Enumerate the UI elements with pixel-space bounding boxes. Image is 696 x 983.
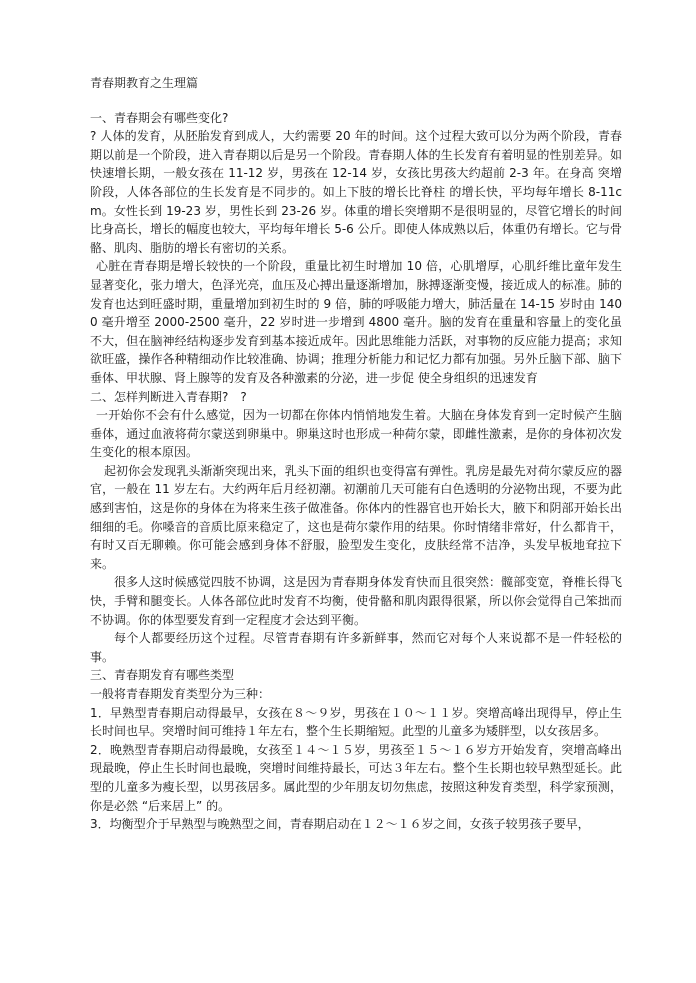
section-1-heading: 一、青春期会有哪些变化? <box>90 110 229 125</box>
section-3-intro: 一般将青春期发育类型分为三种： <box>90 687 271 701</box>
section-3-type-late: 2．晚熟型青春期启动得最晚，女孩至１４～１５岁，男孩至１５～１６岁方开始发育，突增高峰出现最晚，停止生长时间也最晚，突增时间维持最长，可达３年左右。整个生长期也较早熟型延长。此型的儿童多为瘦长型，以男孩居多。属此型的少年朋友切勿焦虑，按照这种发育类型，科学家预测，你是必然 “后来居上” 的。 <box>90 742 622 813</box>
section-1-paragraph-1: ? 人体的发育，从胚胎发育到成人，大约需要 20 年的时间。这个过程大致可以分为两个阶段，青春期以前是一个阶段，进入青春期以后是另一个阶段。青春期人体的生长发育有着明显的性别差异。如快速增长期，一般女孩在 11-12 岁，男孩在 12-14 岁，女孩比男孩大约超前 2-3 年。在身高 突增阶段，人体各部位的生长发育是不同步的。如上下肢的增长比脊柱 的增长快，平均每年增长 8-11cm。女性长到 19-23 岁，男性长到 23-26 岁。体重的增长突增期不是很明显的，尽管它增长的时间比身高长，增长的幅度也较大，平均每年增长 5-6 公斤。即使人体成熟以后，体重仍有增长。它与骨骼、肌肉、脂肪的增长有密切的关系。 <box>90 129 622 255</box>
section-3-type-early: 1．早熟型青春期启动得最早，女孩在８～９岁，男孩在１０～１１岁。突增高峰出现得早，停止生长时间也早。突增时间可维持１年左右，整个生长期缩短。此型的儿童多为矮胖型，以女孩居多。 <box>90 705 622 739</box>
section-2-paragraph-2: 起初你会发现乳头渐渐突现出来，乳头下面的组织也变得富有弹性。乳房是最先对荷尔蒙反应的器官，一般在 11 岁左右。大约两年后月经初潮。初潮前几天可能有白色透明的分泌物出现，不要为此感到害怕，这是你的身体在为将来生孩子做准备。你体内的性器官也开始长大，腋下和阴部开始长出细细的毛。你嗓音的音质比原来稳定了，这也是荷尔蒙作用的结果。你时情绪非常好，什么都肯干，有时又百无聊赖。你可能会感到身体不舒服，脸型发生变化，皮肤经常不洁净，头发早板地耷拉下来。 <box>90 463 622 571</box>
section-2-heading: 二、怎样判断进入青春期? ? <box>90 389 247 404</box>
section-1-paragraph-2: 心脏在青春期是增长较快的一个阶段，重量比初生时增加 10 倍，心肌增厚，心肌纤维比童年发生显著变化，张力增大，色泽光亮，血压及心搏出量逐渐增加，脉搏逐渐变慢，接近成人的标准。肺的发育也达到旺盛时期，重量增加到初生时的 9 倍，肺的呼吸能力增大，肺活量在 14-15 岁时由 1400 毫升增至 2000-2500 毫升，22 岁时进一步增到 4800 毫升。脑的发育在重量和容量上的变化虽不大，但在脑神经结构逐步发育到基本接近成年。因此思维能力活跃，对事物的反应能力提高；求知欲旺盛，操作各种精细动作比较准确、协调；推理分析能力和记忆力都有加强。另外丘脑下部、脑下垂体、甲状腺、肾上腺等的发育及各种激素的分泌，进一步促 使全身组织的迅速发育 <box>90 259 622 385</box>
section-2-paragraph-1: 一开始你不会有什么感觉，因为一切都在你体内悄悄地发生着。大脑在身体发育到一定时候产生脑垂体，通过血液将荷尔蒙送到卵巢中。卵巢这时也形成一种荷尔蒙，即雌性激素，是你的身体初次发生变化的根本原因。 <box>90 408 622 460</box>
document-title: 青春期教育之生理篇 <box>90 76 199 90</box>
section-2-paragraph-3: 很多人这时候感觉四肢不协调，这是因为青春期身体发育快而且很突然：髋部变宽，脊椎长得飞快，手臂和腿变长。人体各部位此时发育不均衡，使骨骼和肌肉跟得很紧，所以你会觉得自己笨拙而不协调。你的体型要发育到一定程度才会达到平衡。 <box>90 575 622 627</box>
section-3-type-balanced: 3．均衡型介于早熟型与晚熟型之间，青春期启动在１２～１６岁之间，女孩子较男孩子要早， <box>90 817 590 832</box>
document-body <box>90 74 622 834</box>
section-3-heading: 三、青春期发育有哪些类型 <box>90 668 235 683</box>
section-2-paragraph-4: 每个人都要经历这个过程。尽管青春期有许多新鲜事，然而它对每个人来说都不是一件轻松的事。 <box>90 631 622 664</box>
